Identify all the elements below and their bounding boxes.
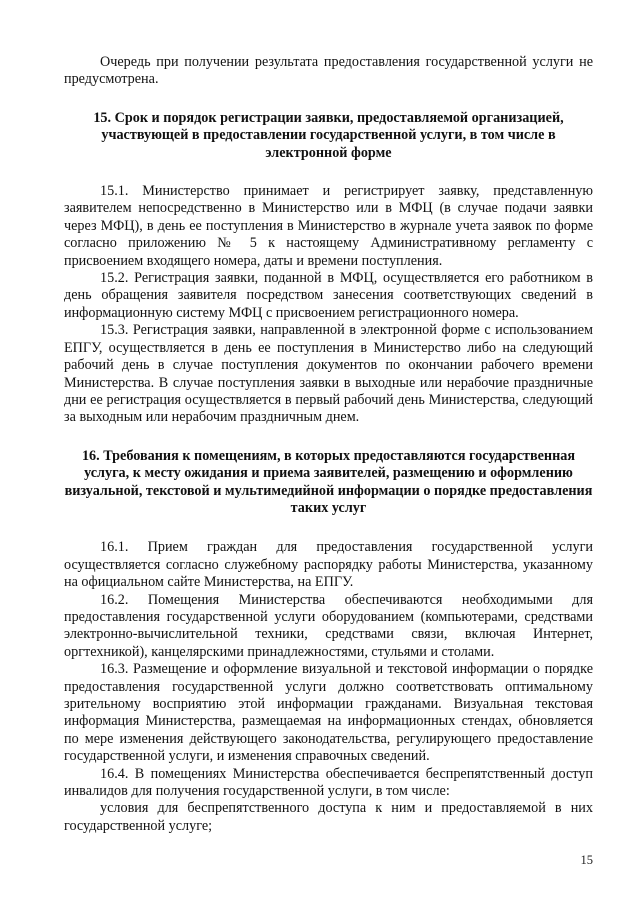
- intro-paragraph: Очередь при получении результата предоставления государственной услуги не предусмотрена.: [64, 54, 593, 88]
- paragraph-15-3: 15.3. Регистрация заявки, направленной в электронной форме с использованием ЕПГУ, осуществляется в день ее поступления в Министерство либо на следующий рабочий день в случае поступления документов по окончании рабочего времени Министерства. В случае поступления заявки в выходные или нерабочие праздничные дни ее регистрация осуществляется в первый рабочий день Министерства, следующий за выходным или нерабочим праздничным днем.: [64, 322, 593, 426]
- paragraph-15-2: 15.2. Регистрация заявки, поданной в МФЦ, осуществляется его работником в день обращения заявителя посредством занесения соответствующих сведений в информационную систему МФЦ с присвоением регистрационного номера.: [64, 270, 593, 321]
- paragraph-16-4: 16.4. В помещениях Министерства обеспечивается беспрепятственный доступ инвалидов для получения государственной услуги, в том числе:: [64, 765, 593, 800]
- section-16-heading: 16. Требования к помещениям, в которых предоставляются государственная услуга, к месту ожидания и приема заявителей, размещению и оформлению визуальной, текстовой и мультимедийной информации о порядке предоставления таких услуг: [64, 447, 593, 516]
- paragraph-16-4-item: условия для беспрепятственного доступа к ним и предоставляемой в них государственной услуге;: [64, 800, 593, 834]
- paragraph-16-3: 16.3. Размещение и оформление визуальной и текстовой информации о порядке предоставления государственной услуги должно соответствовать оптимальному зрительному восприятию этой информации гражданами. Визуальная текстовая информация Министерства, размещаемая на информационных стендах, обновляется по мере изменения действующего законодательства, регулирующего предоставление государственной услуги, и изменения справочных сведений.: [64, 661, 593, 765]
- section-15-heading: 15. Срок и порядок регистрации заявки, предоставляемой организацией, участвующей в предоставлении государственной услуги, в том числе в электронной форме: [93, 109, 564, 161]
- paragraph-16-1: 16.1. Прием граждан для предоставления государственной услуги осуществляется согласно служебному распорядку работы Министерства, указанному на официальном сайте Министерства, на ЕПГУ.: [64, 539, 593, 591]
- paragraph-16-2: 16.2. Помещения Министерства обеспечиваются необходимыми для предоставления государственной услуги оборудованием (компьютерами, средствами электронно-вычислительной техники, средствами связи, включая Интернет, оргтехникой), канцелярскими принадлежностями, стульями и столами.: [64, 591, 593, 660]
- page-number: 15: [580, 853, 593, 867]
- paragraph-15-1: 15.1. Министерство принимает и регистрирует заявку, представленную заявителем непосредственно в Министерство или в МФЦ (в случае подачи заявки через МФЦ), в день ее поступления в Министерство в журнале учета заявок по форме согласно приложению № 5 к настоящему Административному регламенту с присвоением входящего номера, даты и времени поступления.: [64, 183, 593, 269]
